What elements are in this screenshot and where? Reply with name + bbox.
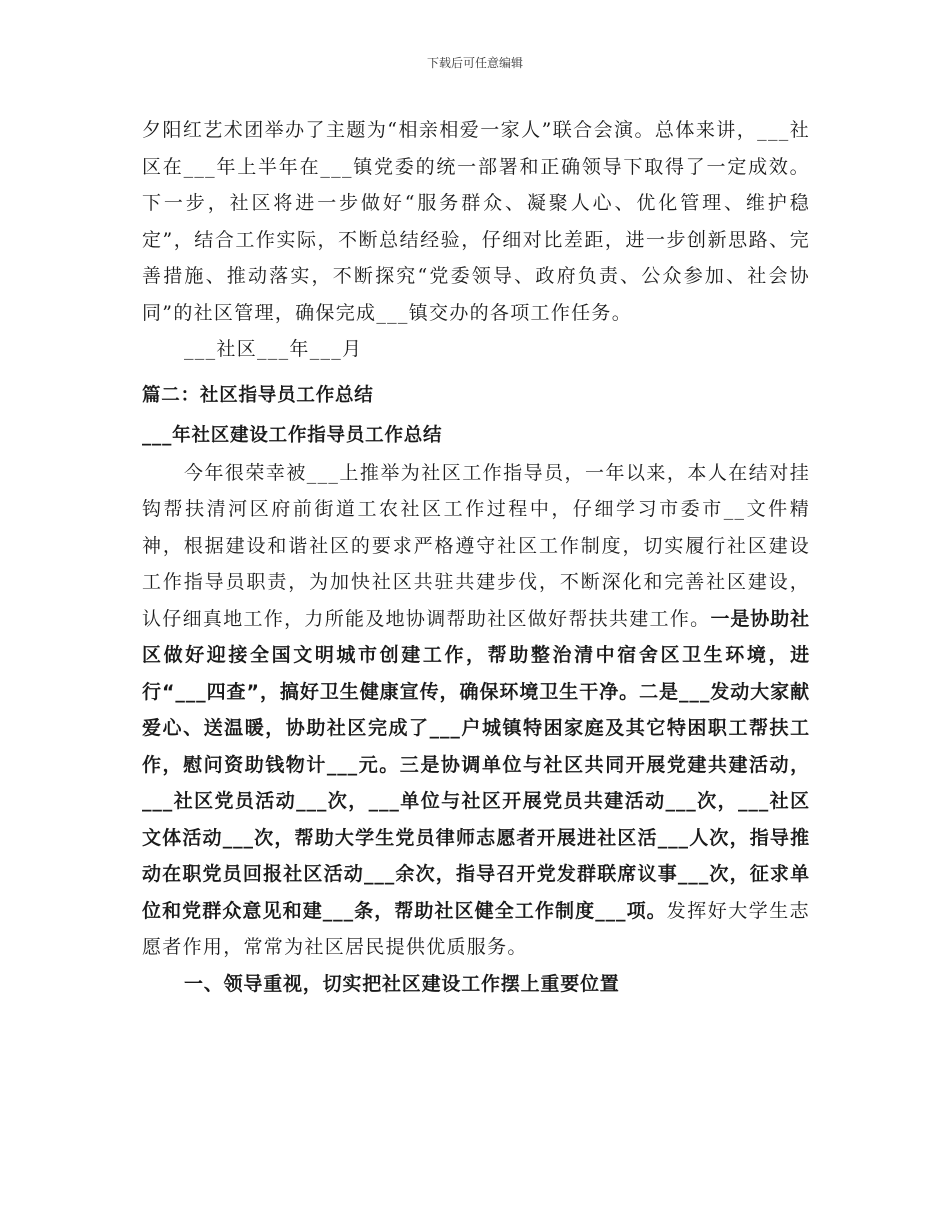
- document-body: [142, 112, 810, 1002]
- date-line: ___社区___年___月: [184, 338, 363, 360]
- paragraph-text-normal-end: 发挥好大学生志愿者作用，常常为社区居民提供优质服务。: [142, 899, 810, 958]
- page-header: 下载后可任意编辑: [426, 56, 523, 70]
- summary-paragraph: [142, 455, 810, 966]
- paragraph-text-bold: 一是协助社区做好迎接全国文明城市创建工作，帮助整治清中宿舍区卫生环境，进行“___四查”，搞好卫生健康宣传，确保环境卫生干净。二是___发动大家献爱心、送温暖，协助社区完成了___户城镇特困家庭及其它特困职工帮扶工作，慰问资助钱物计___元。三是协调单位与社区共同开展党建共建活动，___社区党员活动___次，___单位与社区开展党员共建活动___次，___社区文体活动___次，帮助大学生党员律师志愿者开展进社区活___人次，指导推动在职党员回报社区活动___余次，指导召开党发群联席议事___次，征求单位和党群众意见和建___条，帮助社区健全工作制度___项。: [142, 607, 810, 922]
- paragraph-text-normal: 今年很荣幸被___上推举为社区工作指导员，一年以来，本人在结对挂钩帮扶清河区府前街道工农社区工作过程中，仔细学习市委市__文件精神，根据建设和谐社区的要求严格遵守社区工作制度，切实履行社区建设工作指导员职责，为加快社区共驻共建步伐，不断深化和完善社区建设，认仔细真地工作，力所能及地协调帮助社区做好帮扶共建工作。: [142, 461, 810, 630]
- closing-paragraph: 夕阳红艺术团举办了主题为“相亲相爱一家人”联合会演。总体来讲，___社区在___年上半年在___镇党委的统一部署和正确领导下取得了一定成效。下一步，社区将进一步做好“服务群众、凝聚人心、优化管理、维护稳定”，结合工作实际，不断总结经验，仔细对比差距，进一步创新思路、完善措施、推动落实，不断探究“党委领导、政府负责、公众参加、社会协同”的社区管理，确保完成___镇交办的各项工作任务。: [142, 119, 810, 324]
- section-title: 篇二：社区指导员工作总结: [142, 384, 374, 406]
- section-heading: 一、领导重视，切实把社区建设工作摆上重要位置: [184, 972, 620, 995]
- section-subtitle: ___年社区建设工作指导员工作总结: [142, 425, 443, 446]
